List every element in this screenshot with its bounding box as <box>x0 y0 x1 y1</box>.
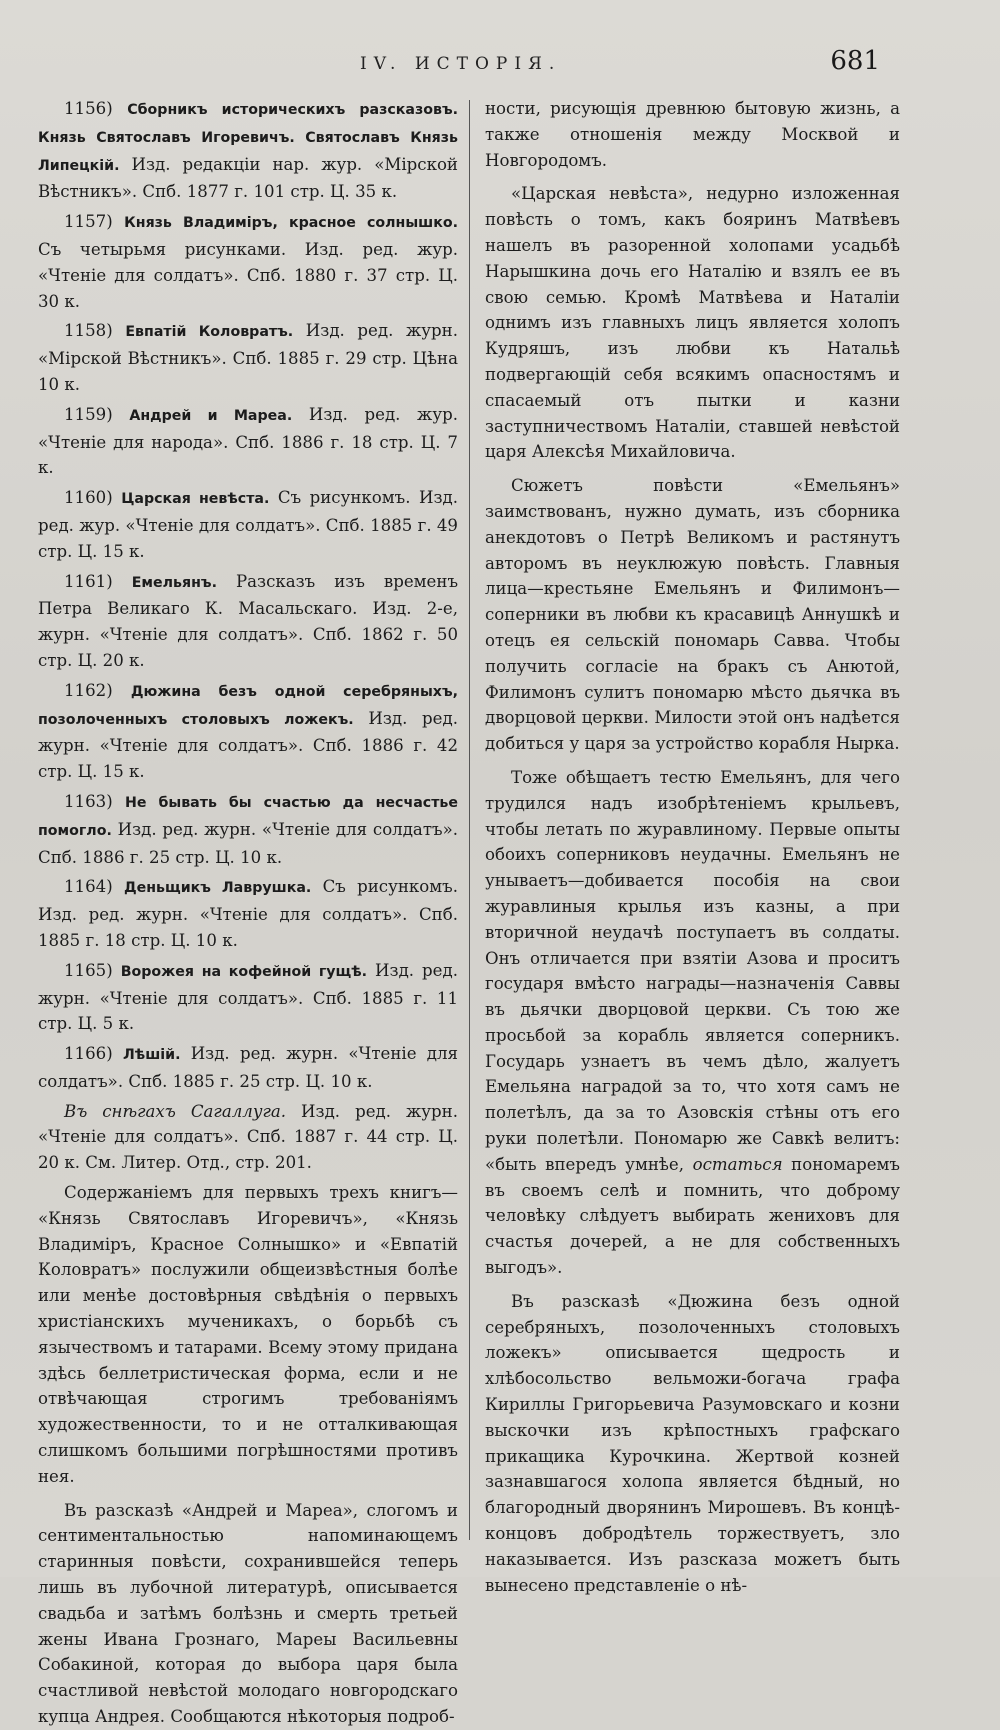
entry-1157: 1157) Князь Владиміръ, красное солнышко. Съ четырьмя рисунками. Изд. ред. жур. «Чтеніе для солдатъ». Спб. 1880 г. 37 стр. Ц. 30 к. <box>38 212 459 311</box>
entry-1165: 1165) Ворожея на кофейной гущѣ. Изд. ред. журн. «Чтеніе для солдатъ». Спб. 1885 г. 11 стр. Ц. 5 к. <box>38 960 458 1034</box>
left-column <box>38 96 459 1727</box>
column-divider <box>469 100 470 1540</box>
paragraph: Въ разсказѣ «Дюжина безъ одной серебряныхъ, позолоченныхъ столовыхъ ложекъ» описывается щедрость и хлѣбосольство вельможи-богача графа Кириллы Григорьевича Разумовскаго и козни выскочки изъ крѣпостныхъ графскаго прикащика Курочкина. Жертвой козней зазнавшагося холопа является бѣдный, но благородный дворянинъ Мирошевъ. Въ концѣ-концовъ добродѣтель торжествуетъ, зло наказывается. Изъ разсказа можетъ быть вынесено представленіе о нѣ- <box>485 1291 900 1595</box>
entry-title: Князь Владиміръ, красное солнышко. <box>124 215 459 232</box>
entry-title: Сборникъ историческихъ разсказовъ. Князь Святославъ Игоревичъ. Святославъ Князь Липецкій. <box>38 102 459 174</box>
entry-title: Лѣшій. <box>122 1047 181 1064</box>
entry-sub: Въ снѣгахъ Сагаллуга. Изд. ред. журн. «Чтеніе для солдатъ». Спб. 1887 г. 44 стр. Ц. 20 к. См. Литер. Отд., стр. 201. <box>38 1101 459 1173</box>
entry-italic-title: Въ снѣгахъ Сагаллуга. <box>64 1101 287 1121</box>
entry-title: Дюжина безъ одной серебряныхъ, позолоченныхъ столовыхъ ложекъ. <box>38 683 458 728</box>
entry-1162: 1162) Дюжина безъ одной серебряныхъ, позолоченныхъ столовыхъ ложекъ. Изд. ред. журн. «Чтеніе для солдатъ». Спб. 1886 г. 42 стр. Ц. 15 к. <box>38 680 458 782</box>
italic-word: остаться <box>692 1154 783 1174</box>
right-column <box>485 96 900 1595</box>
paragraph: Сюжетъ повѣсти «Емельянъ» заимствованъ, нужно думать, изъ сборника анекдотовъ о Петрѣ Великомъ и растянутъ авторомъ въ неуклюжую повѣсть. Главныя лица—крестьяне Емельянъ и Филимонъ—соперники въ любви къ красавицѣ Аннушкѣ и отецъ ея сельскій пономарь Савва. Чтобы получить согласіе на бракъ съ Анютой, Филимонъ сулитъ пономарю мѣсто дьячка въ дворцовой церкви. Милости этой онъ надѣется добиться у царя за устройство корабля Нырка. <box>485 476 900 754</box>
entry-title: Деньщикъ Лаврушка. <box>124 880 312 897</box>
entry-1166: 1166) Лѣшій. Изд. ред. журн. «Чтеніе для солдатъ». Спб. 1885 г. 25 стр. Ц. 10 к. <box>38 1044 458 1091</box>
entry-title: Андрей и Мареа. <box>129 407 293 424</box>
paragraph: Тоже обѣщаетъ тестю Емельянъ, для чего трудился надъ изобрѣтеніемъ крыльевъ, чтобы летать по журавлиному. Первые опыты обоихъ соперниковъ неудачны. Емельянъ не унываетъ—добивается пособія на свои журавлиныя крылья изъ казны, а при вторичной неудачѣ поступаетъ въ солдаты. Онъ отличается при взятіи Азова и проситъ государя вмѣсто награды—назначенія Саввы въ дьячки дворцовой церкви. Съ тою же просьбой за корабль является соперникъ. Государь узнаетъ въ чемъ дѣло, жалуетъ Емельяна наградой за то, что хотя самъ не полетѣлъ, да за то Азовскія стѣны отъ его руки полетѣли. Пономарю же Савкѣ велитъ: «быть впередъ умнѣе, остаться пономаремъ въ своемъ селѣ и помнить, что доброму человѣку слѣдуетъ выбирать жениховъ для счастья дочерей, а не для собственныхъ выгодъ». <box>485 767 900 1278</box>
entry-1158: 1158) Евпатій Коловратъ. Изд. ред. журн. «Мірской Вѣстникъ». Спб. 1885 г. 29 стр. Цѣна 10 к. <box>38 321 458 394</box>
paragraph: «Царская невѣста», недурно изложенная повѣсть о томъ, какъ бояринъ Матвѣевъ нашелъ въ разоренной холопами усадьбѣ Нарышкина дочь его Наталію и взялъ ее въ свою семью. Кромѣ Матвѣева и Наталіи однимъ изъ главныхъ лицъ является холопъ Кудряшъ, изъ любви къ Натальѣ подвергающій себя всякимъ опасностямъ и спасаемый отъ пытки и казни заступничествомъ Наталіи, ставшей невѣстой царя Алексѣя Михайловича. <box>485 184 900 462</box>
entry-1164: 1164) Деньщикъ Лаврушка. Съ рисункомъ. Изд. ред. журн. «Чтеніе для солдатъ». Спб. 1885 г. 18 стр. Ц. 10 к. <box>38 877 458 950</box>
entry-title: Ворожея на кофейной гущѣ. <box>120 963 368 980</box>
entry-1163: 1163) Не бывать бы счастью да несчастье помогло. Изд. ред. журн. «Чтеніе для солдатъ». Спб. 1886 г. 25 стр. Ц. 10 к. <box>38 791 459 867</box>
entry-title: Царская невѣста. <box>121 491 270 508</box>
entry-1161: 1161) Емельянъ. Разсказъ изъ временъ Петра Великаго К. Масальскаго. Изд. 2-е, журн. «Чтеніе для солдатъ». Спб. 1862 г. 50 стр. Ц. 20 к. <box>38 571 458 670</box>
entry-1156: 1156) Сборникъ историческихъ разсказовъ. Князь Святославъ Игоревичъ. Святославъ Князь Липецкій. Изд. редакціи нар. жур. «Мірской Вѣстникъ». Спб. 1877 г. 101 стр. Ц. 35 к. <box>38 99 459 202</box>
entry-title: Емельянъ. <box>131 574 217 591</box>
page-header <box>0 40 1000 80</box>
entry-1160: 1160) Царская невѣста. Съ рисункомъ. Изд. ред. жур. «Чтеніе для солдатъ». Спб. 1885 г. 49 стр. Ц. 15 к. <box>38 488 458 561</box>
running-head: IV. ИСТОРІЯ. <box>360 54 562 74</box>
paragraph: Содержаніемъ для первыхъ трехъ книгъ— «Князь Святославъ Игоревичъ», «Князь Владиміръ, Красное Солнышко» и «Евпатій Коловратъ» послужили общеизвѣстныя болѣе или менѣе достовѣрныя свѣдѣнія о первыхъ христіанскихъ мученикахъ, о борьбѣ съ язычествомъ и татарами. Всему этому придана здѣсь беллетристическая форма, если и не отвѣчающая строгимъ требованіямъ художественности, то и не отталкивающая слишкомъ большими погрѣшностями противъ нея. <box>38 1183 458 1486</box>
paragraph: ности, рисующія древнюю бытовую жизнь, а также отношенія между Москвой и Новгородомъ. <box>485 99 900 170</box>
page-number: 681 <box>830 46 880 76</box>
entry-title: Евпатій Коловратъ. <box>125 324 294 341</box>
entry-title: Не бывать бы счастью да несчастье помогло. <box>38 794 459 839</box>
entry-1159: 1159) Андрей и Мареа. Изд. ред. жур. «Чтеніе для народа». Спб. 1886 г. 18 стр. Ц. 7 к. <box>38 404 458 478</box>
paragraph: Въ разсказѣ «Андрей и Мареа», слогомъ и сентиментальностью напоминающемъ старинныя повѣсти, сохранившейся теперь лишь въ лубочной литературѣ, описывается свадьба и затѣмъ болѣзнь и смерть третьей жены Ивана Грознаго, Мареы Васильевны Собакиной, которая до выбора царя была счастливой невѣстой молодаго новгородскаго купца Андрея. Сообщаются нѣкоторыя подроб- <box>38 1500 458 1727</box>
